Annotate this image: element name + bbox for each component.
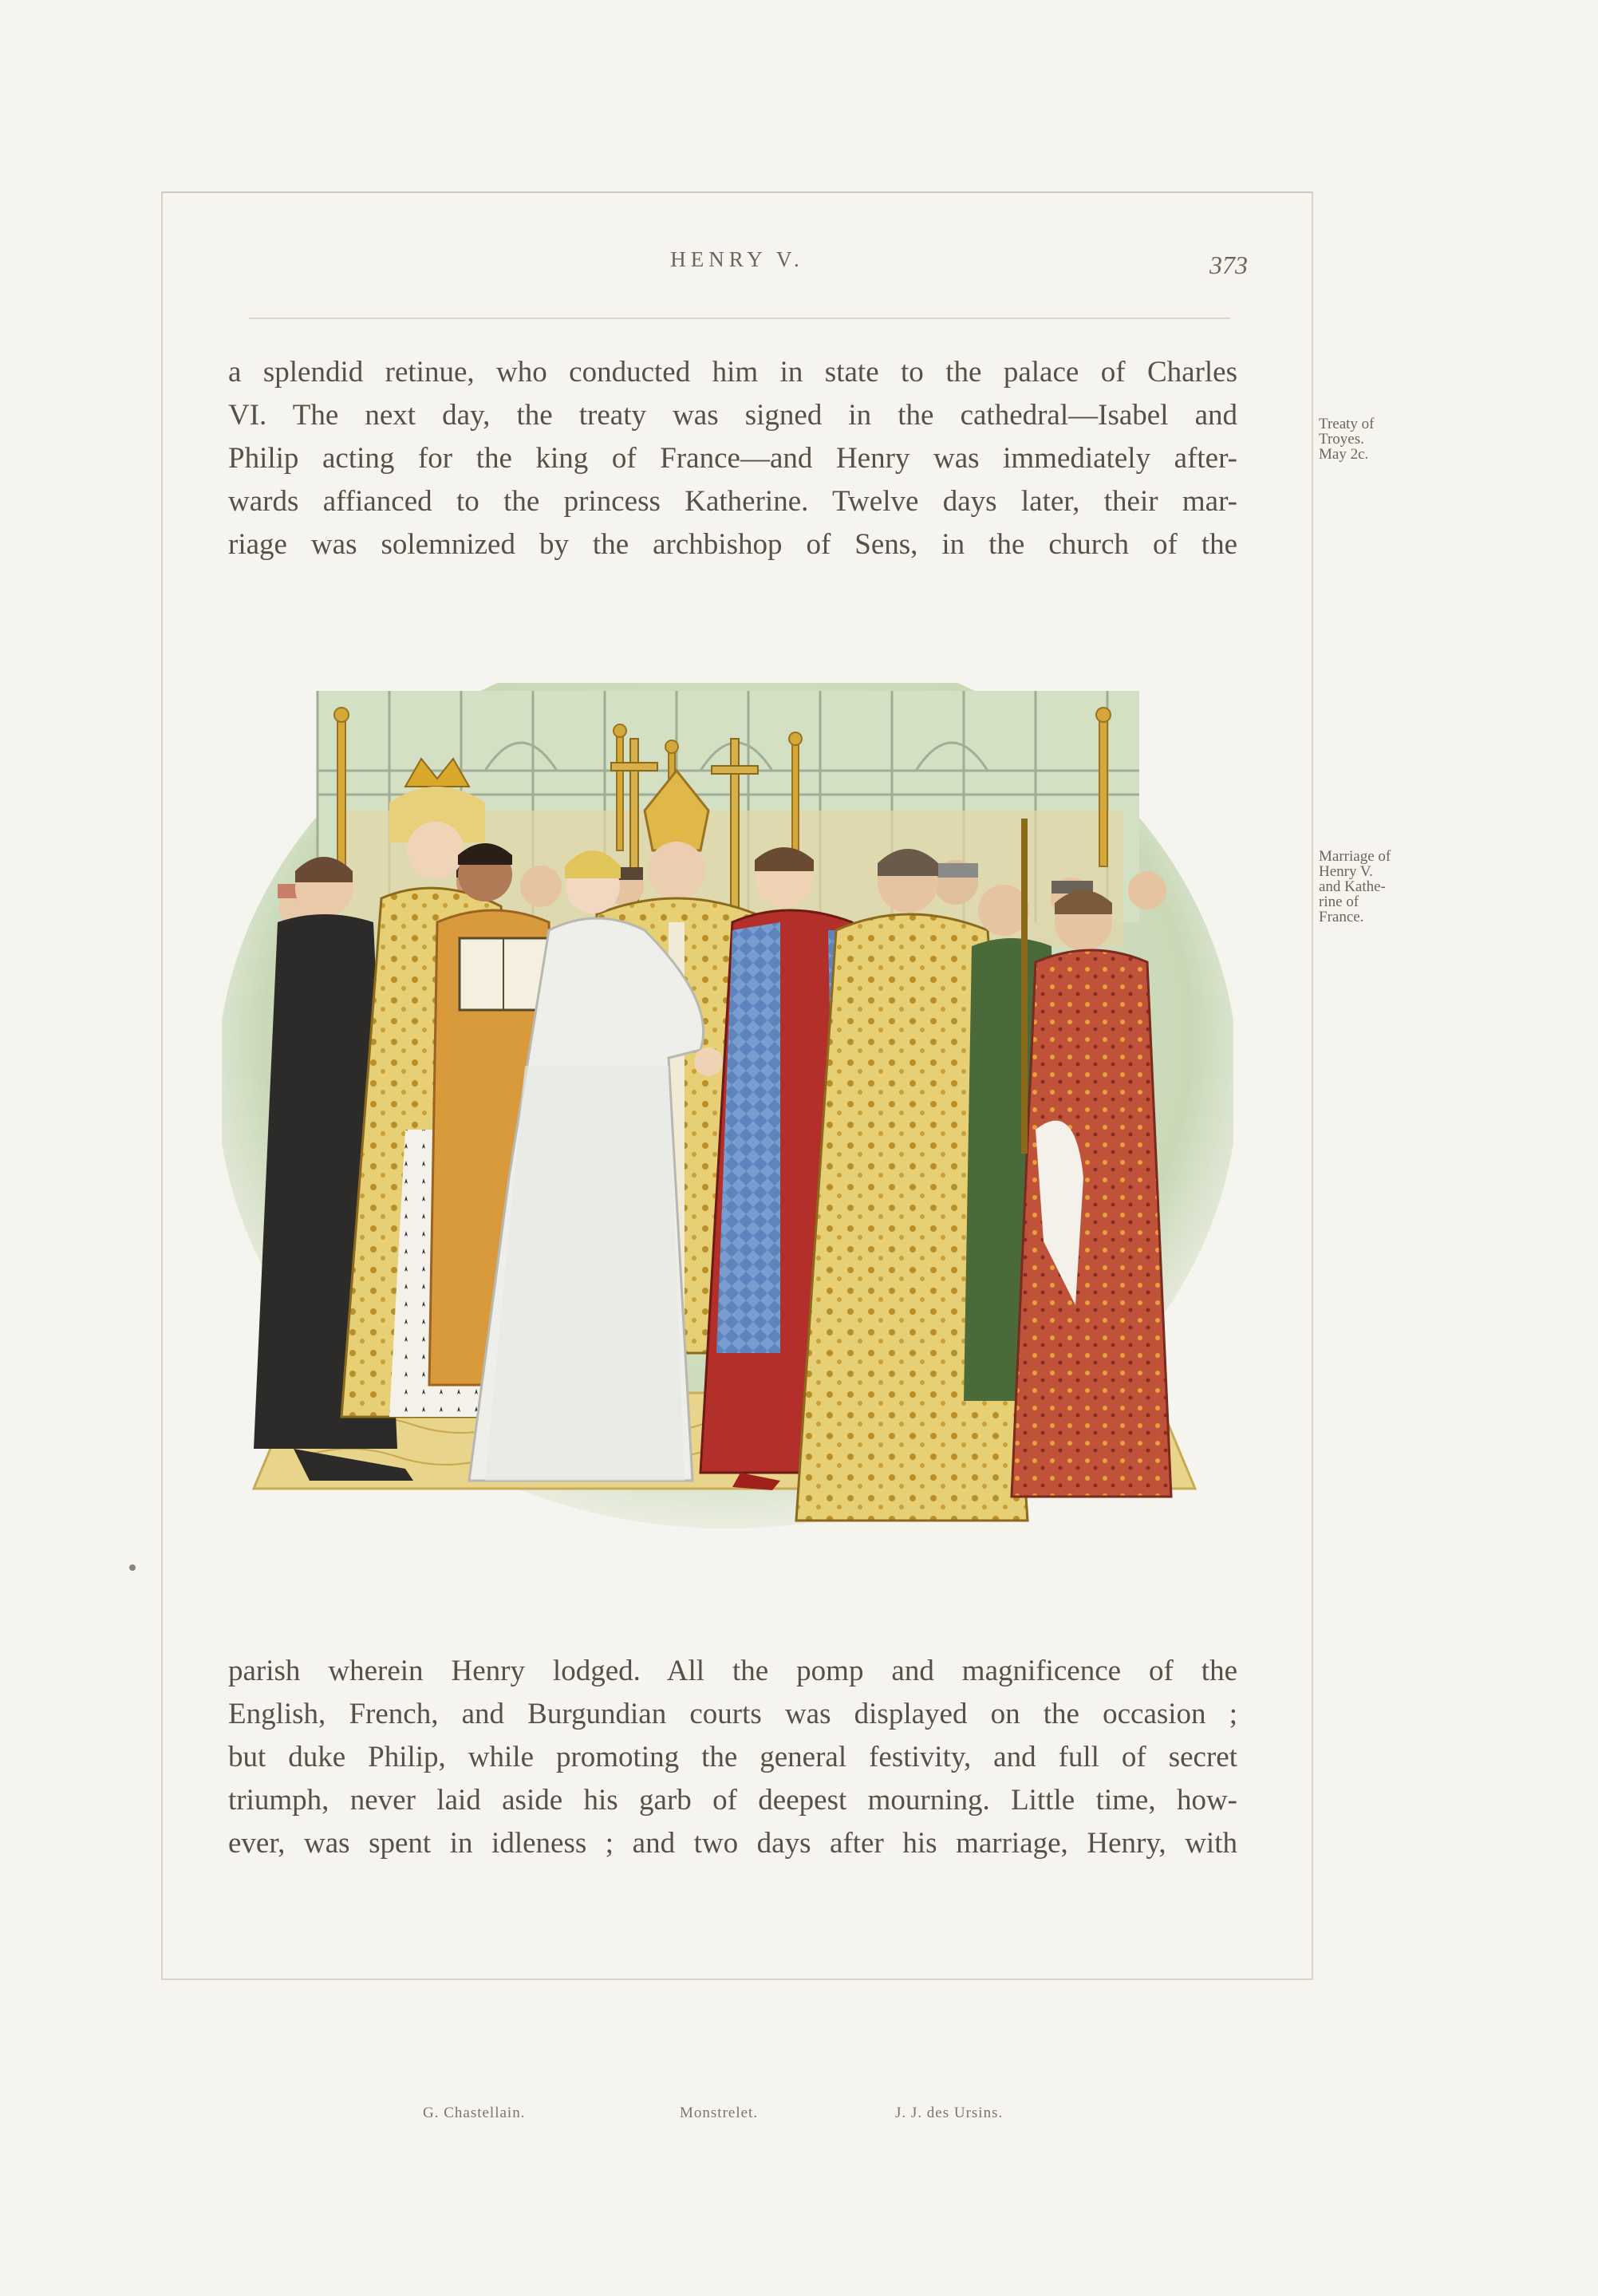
body-text-top — [228, 351, 1237, 566]
body-text-bottom — [228, 1650, 1237, 1865]
sidenote-line: Henry V. — [1319, 863, 1373, 880]
sidenote-treaty — [1319, 416, 1375, 462]
sidenote-line: rine of — [1319, 894, 1359, 910]
sidenote-line: and Kathe- — [1319, 878, 1386, 895]
text-line: a splendid retinue, who conducted him in state to the palace of Charles — [228, 356, 1237, 389]
sidenote-line: Troyes. — [1319, 431, 1364, 448]
text-line: but duke Philip, while promoting the general festivity, and full of secret — [228, 1741, 1237, 1773]
text-line: ever, was spent in idleness ; and two days after his marriage, Henry, with — [228, 1827, 1237, 1860]
staff — [1021, 819, 1028, 1154]
source-citation: Monstrelet. — [680, 2105, 759, 2121]
text-line: riage was solemnized by the archbishop of Sens, in the church of the — [228, 528, 1237, 561]
sidenote-line: France. — [1319, 909, 1364, 925]
text-line: wards affianced to the princess Katherine. Twelve days later, their mar- — [228, 485, 1237, 518]
header-rule — [249, 318, 1230, 319]
source-citation: G. Chastellain. — [423, 2105, 526, 2121]
page-number: 373 — [1209, 251, 1248, 279]
running-title: HENRY V. — [670, 247, 804, 271]
ink-spot — [129, 1564, 136, 1571]
text-line: Philip acting for the king of France—and Henry was immediately after- — [228, 442, 1237, 475]
wedding-illustration — [222, 683, 1233, 1532]
sidenote-marriage — [1319, 849, 1391, 925]
sidenote-line: Marriage of — [1319, 848, 1391, 865]
courtier-red — [1012, 890, 1171, 1497]
joined-hands — [694, 1047, 723, 1076]
text-line: VI. The next day, the treaty was signed in the cathedral—Isabel and — [228, 399, 1237, 432]
text-line: English, French, and Burgundian courts was displayed on the occasion ; — [228, 1698, 1237, 1730]
text-line: parish wherein Henry lodged. All the pomp and magnificence of the — [228, 1655, 1237, 1687]
text-line: triumph, never laid aside his garb of deepest mourning. Little time, how- — [228, 1784, 1237, 1817]
sidenote-line: Treaty of — [1319, 416, 1375, 432]
sidenote-line: May 2c. — [1319, 446, 1369, 463]
source-citation: J. J. des Ursins. — [895, 2105, 1004, 2121]
